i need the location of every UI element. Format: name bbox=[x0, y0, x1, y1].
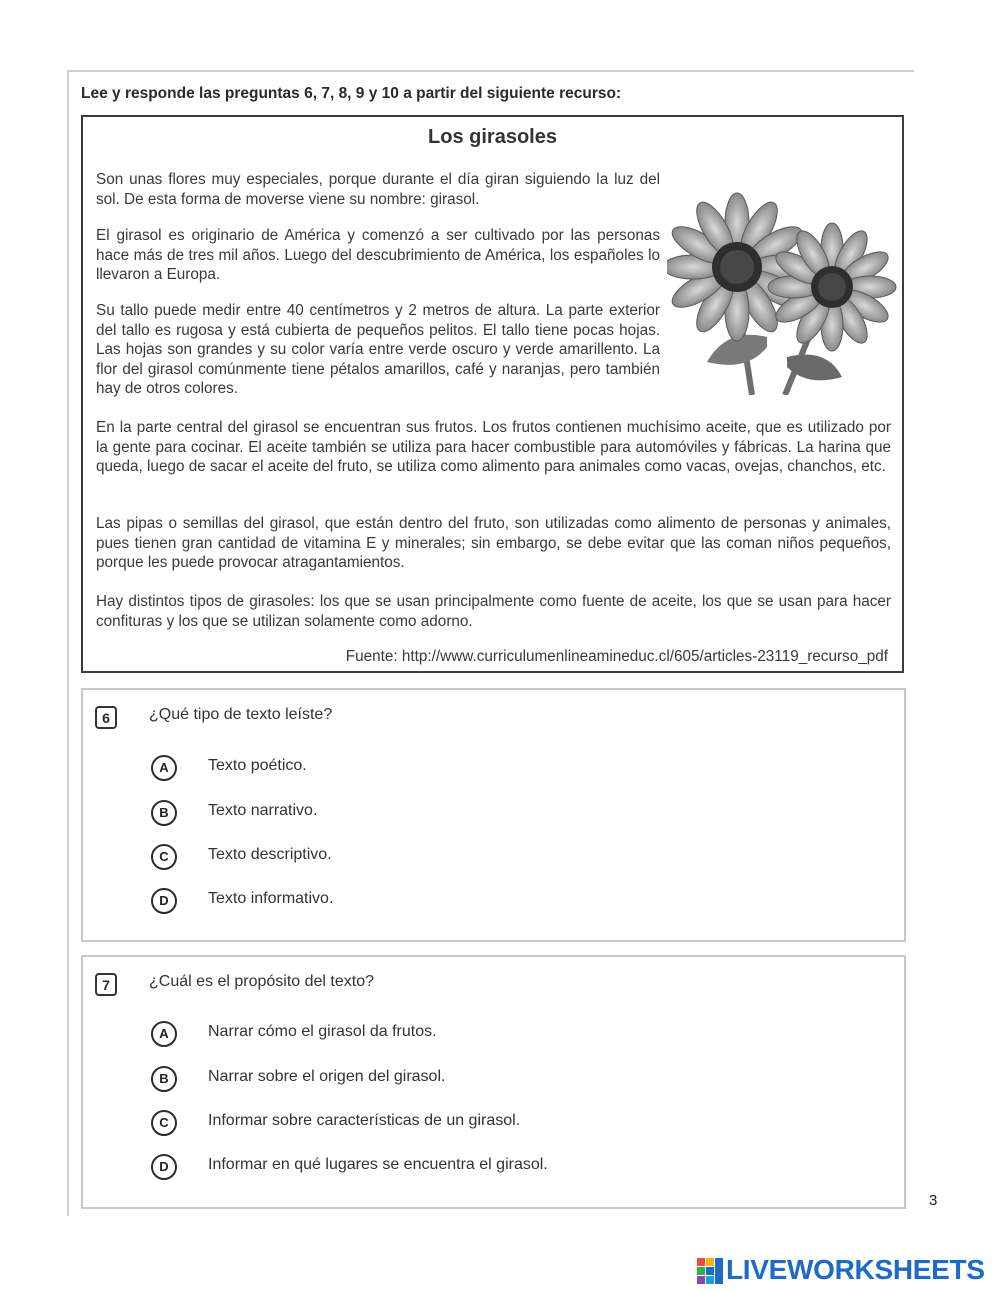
liveworksheets-logo-icon bbox=[697, 1258, 724, 1284]
question-6-box bbox=[81, 688, 906, 942]
instruction-text: Lee y responde las preguntas 6, 7, 8, 9 y 10 a partir del siguiente recurso: bbox=[81, 85, 622, 102]
sunflower-photo-icon bbox=[667, 187, 897, 395]
question-text: ¿Cuál es el propósito del texto? bbox=[149, 973, 375, 990]
option-b[interactable] bbox=[151, 1066, 851, 1094]
option-letter-circle[interactable]: B bbox=[151, 1066, 177, 1092]
question-number: 6 bbox=[95, 706, 117, 729]
reading-paragraph-1: Son unas flores muy especiales, porque durante el día giran siguiendo la luz del sol. De esta forma de moverse viene su nombre: girasol. bbox=[96, 171, 660, 208]
option-text: Informar sobre características de un girasol. bbox=[208, 1112, 521, 1129]
question-number: 7 bbox=[95, 973, 117, 996]
reading-paragraph-6: Hay distintos tipos de girasoles: los que se usan principalmente como fuente de aceite, los que se usan para hacer confituras y los que se utilizan solamente como adorno. bbox=[96, 593, 891, 630]
question-7-box bbox=[81, 955, 906, 1209]
reading-title: Los girasoles bbox=[428, 126, 557, 148]
option-text: Narrar sobre el origen del girasol. bbox=[208, 1068, 446, 1085]
reading-paragraph-3: Su tallo puede medir entre 40 centímetros y 2 metros de altura. La parte exterior del tallo es rugosa y está cubierta de pequeños pelitos. El tallo tiene pocas hojas. Las hojas son grandes y su color varía entre verde oscuro y verde amarillento. La flor del girasol comúnmente tiene pétalos amarillos, café y naranjas, pero también hay de otros colores. bbox=[96, 302, 660, 397]
option-text: Texto poético. bbox=[208, 757, 307, 774]
option-letter-circle[interactable]: D bbox=[151, 1154, 177, 1180]
reading-paragraph-4: En la parte central del girasol se encuentran sus frutos. Los frutos contienen muchísimo aceite, que es utilizado por la gente para cocinar. El aceite también se utiliza para hacer combustible para automóviles y fábricas. La harina que queda, luego de sacar el aceite del fruto, se utiliza como alimento para animales como vacas, ovejas, chanchos, etc. bbox=[96, 419, 891, 475]
option-text: Narrar cómo el girasol da frutos. bbox=[208, 1023, 437, 1040]
reading-source: Fuente: http://www.curriculumenlineamineduc.cl/605/articles-23119_recurso_pdf bbox=[345, 648, 888, 665]
page-border-top bbox=[67, 70, 914, 72]
reading-resource-box bbox=[81, 115, 904, 673]
option-c[interactable] bbox=[151, 1110, 851, 1138]
option-letter-circle[interactable]: C bbox=[151, 844, 177, 870]
option-b[interactable] bbox=[151, 800, 851, 828]
option-letter-circle[interactable]: C bbox=[151, 1110, 177, 1136]
reading-paragraph-2: El girasol es originario de América y comenzó a ser cultivado por las personas hace más de tres mil años. Luego del descubrimiento de América, los españoles lo llevaron a Europa. bbox=[96, 227, 660, 283]
option-a[interactable] bbox=[151, 755, 851, 783]
liveworksheets-brand[interactable] bbox=[697, 1253, 997, 1287]
option-d[interactable] bbox=[151, 1154, 851, 1182]
option-text: Texto narrativo. bbox=[208, 802, 318, 819]
option-text: Texto descriptivo. bbox=[208, 846, 332, 863]
question-text: ¿Qué tipo de texto leíste? bbox=[149, 706, 333, 723]
page-border-left bbox=[67, 70, 69, 1216]
option-letter-circle[interactable]: A bbox=[151, 755, 177, 781]
option-letter-circle[interactable]: A bbox=[151, 1021, 177, 1047]
reading-paragraph-5: Las pipas o semillas del girasol, que están dentro del fruto, son utilizadas como alimento de personas y animales, pues tienen gran cantidad de vitamina E y minerales; sin embargo, se debe evitar que las coman niños pequeños, porque les puede provocar atragantamientos. bbox=[96, 515, 891, 571]
option-a[interactable] bbox=[151, 1021, 851, 1049]
option-letter-circle[interactable]: D bbox=[151, 888, 177, 914]
option-letter-circle[interactable]: B bbox=[151, 800, 177, 826]
option-text: Texto informativo. bbox=[208, 890, 334, 907]
page-number: 3 bbox=[929, 1192, 938, 1209]
option-text: Informar en qué lugares se encuentra el girasol. bbox=[208, 1156, 548, 1173]
brand-name: LIVEWORKSHEETS bbox=[726, 1254, 985, 1285]
option-c[interactable] bbox=[151, 844, 851, 872]
option-d[interactable] bbox=[151, 888, 851, 916]
